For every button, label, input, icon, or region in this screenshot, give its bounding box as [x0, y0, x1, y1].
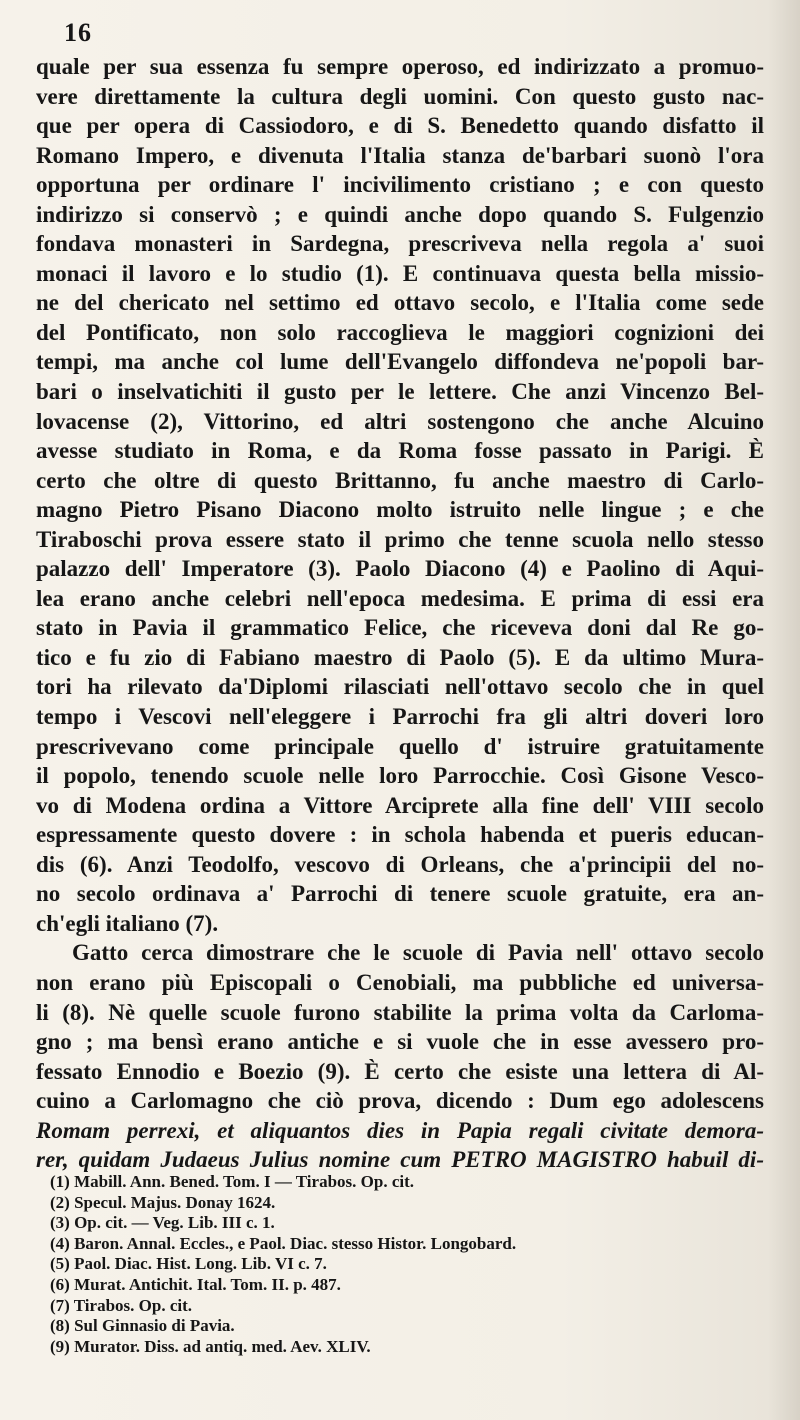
- text-line: non erano più Episcopali o Cenobiali, ma pubbliche ed universa-: [36, 969, 764, 995]
- latin-quote-line: Romam perrexi, et aliquantos dies in Papia regali civitate demora-: [36, 1117, 764, 1143]
- footnote: (4) Baron. Annal. Eccles., e Paol. Diac. stesso Histor. Longobard.: [50, 1233, 517, 1253]
- footnote: (8) Sul Ginnasio di Pavia.: [50, 1316, 235, 1336]
- text-line: Tiraboschi prova essere stato il primo che tenne scuola nello stesso: [36, 526, 764, 552]
- footnote: (3) Op. cit. — Veg. Lib. III c. 1.: [50, 1213, 275, 1233]
- footnote: (6) Murat. Antichit. Ital. Tom. II. p. 487.: [50, 1274, 341, 1294]
- text-line: tico e fu zio di Fabiano maestro di Paolo (5). E da ultimo Mura-: [36, 644, 764, 670]
- text-line: bari o inselvatichiti il gusto per le lettere. Che anzi Vincenzo Bel-: [36, 379, 764, 405]
- text-line: tempi, ma anche col lume dell'Evangelo diffondeva ne'popoli bar-: [36, 349, 764, 375]
- text-line: no secolo ordinava a' Parrochi di tenere scuole gratuite, era an-: [36, 881, 764, 907]
- text-line: Romano Impero, e divenuta l'Italia stanza de'barbari suonò l'ora: [36, 142, 764, 168]
- text-line: dis (6). Anzi Teodolfo, vescovo di Orleans, che a'principii del no-: [36, 851, 764, 877]
- text-line: tori ha rilevato da'Diplomi rilasciati nell'ottavo secolo che in quel: [36, 674, 764, 700]
- latin-quote-line: rer, quidam Judaeus Julius nomine cum PETRO MAGISTRO habuil di-: [36, 1147, 764, 1173]
- text-line: quale per sua essenza fu sempre operoso, ed indirizzato a promuo-: [36, 54, 764, 79]
- text-line: del Pontificato, non solo raccoglieva le maggiori cognizioni dei: [36, 319, 764, 345]
- text-line: li (8). Nè quelle scuole furono stabilite la prima volta da Carloma-: [36, 999, 764, 1025]
- paragraph-start-line: Gatto cerca dimostrare che le scuole di Pavia nell' ottavo secolo: [72, 940, 764, 966]
- text-line: fessato Ennodio e Boezio (9). È certo che esiste una lettera di Al-: [36, 1058, 764, 1084]
- footnotes: [50, 1172, 750, 1357]
- text-line: lovacense (2), Vittorino, ed altri sostengono che anche Alcuino: [36, 408, 764, 434]
- text-line: gno ; ma bensì erano antiche e si vuole che in esse avessero pro-: [36, 1029, 764, 1055]
- text-line: lea erano anche celebri nell'epoca medesima. E prima di essi era: [36, 585, 764, 611]
- text-line: magno Pietro Pisano Diacono molto istruito nelle lingue ; e che: [36, 497, 764, 523]
- text-line: espressamente questo dovere : in schola habenda et pueris educan-: [36, 822, 764, 848]
- text-line: tempo i Vescovi nell'eleggere i Parrochi fra gli altri doveri loro: [36, 704, 764, 730]
- text-line: avesse studiato in Roma, e da Roma fosse passato in Parigi. È: [36, 438, 764, 464]
- text-line: fondava monasteri in Sardegna, prescriveva nella regola a' suoi: [36, 231, 764, 257]
- text-line: vo di Modena ordina a Vittore Arciprete alla fine dell' VIII secolo: [36, 792, 764, 818]
- body-text: [36, 52, 764, 1175]
- footnote: (9) Murator. Diss. ad antiq. med. Aev. XLIV.: [50, 1336, 371, 1356]
- text-line: certo che oltre di questo Brittanno, fu anche maestro di Carlo-: [36, 467, 764, 493]
- text-line: vere direttamente la cultura degli uomini. Con questo gusto nac-: [36, 83, 764, 109]
- text-line: prescrivevano come principale quello d' istruire gratuitamente: [36, 733, 764, 759]
- text-line: indirizzo si conservò ; e quindi anche dopo quando S. Fulgenzio: [36, 201, 764, 227]
- text-line: opportuna per ordinare l' incivilimento cristiano ; e con questo: [36, 172, 764, 198]
- footnote: (7) Tirabos. Op. cit.: [50, 1295, 192, 1315]
- text-line: ne del chericato nel settimo ed ottavo secolo, e l'Italia come sede: [36, 290, 764, 316]
- footnote: (1) Mabill. Ann. Bened. Tom. I — Tirabos. Op. cit.: [50, 1172, 414, 1191]
- text-line: que per opera di Cassiodoro, e di S. Benedetto quando disfatto il: [36, 113, 764, 139]
- text-line: palazzo dell' Imperatore (3). Paolo Diacono (4) e Paolino di Aqui-: [36, 556, 764, 582]
- text-line: il popolo, tenendo scuole nelle loro Parrocchie. Così Gisone Vesco-: [36, 763, 764, 789]
- footnote: (5) Paol. Diac. Hist. Long. Lib. VI c. 7.: [50, 1254, 327, 1274]
- footnote: (2) Specul. Majus. Donay 1624.: [50, 1192, 276, 1212]
- text-line: cuino a Carlomagno che ciò prova, dicendo : Dum ego adolescens: [36, 1088, 764, 1114]
- text-line: monaci il lavoro e lo studio (1). E continuava questa bella missio-: [36, 260, 764, 286]
- paragraph-end-line: ch'egli italiano (7).: [36, 910, 219, 936]
- text-line: stato in Pavia il grammatico Felice, che riceveva doni dal Re go-: [36, 615, 764, 641]
- page-number: 16: [64, 18, 92, 47]
